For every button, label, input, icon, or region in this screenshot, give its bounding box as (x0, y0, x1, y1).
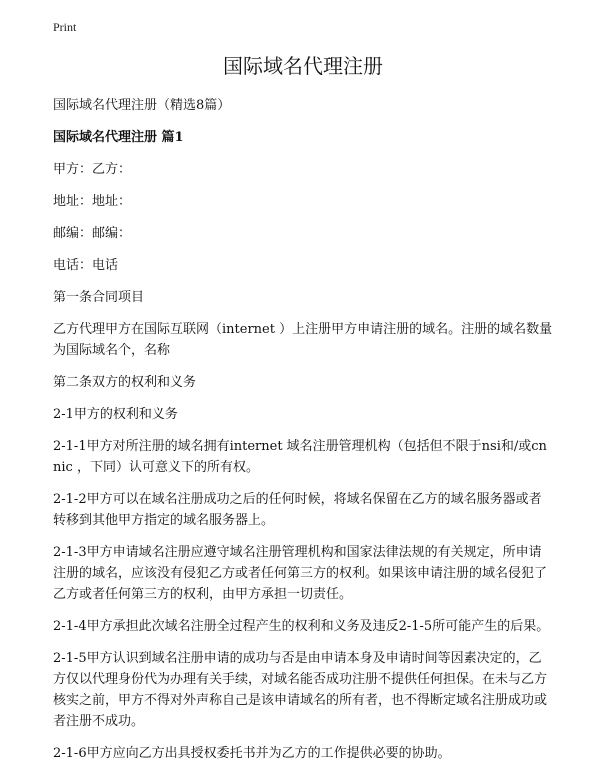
party-postcodes: 邮编：邮编： (53, 226, 132, 241)
article-1-heading: 第一条合同项目 (53, 290, 145, 305)
party-addresses: 地址：地址： (53, 194, 132, 209)
document-title: 国际域名代理注册 (223, 54, 383, 78)
article-1-text: 乙方代理甲方在国际互联网（internet ）上注册甲方申请注册的域名。注册的域名数量为国际域名个，名称 (53, 322, 553, 358)
section-heading: 国际域名代理注册 篇1 (53, 130, 184, 145)
print-label: Print (53, 20, 77, 34)
article-2-heading: 第二条双方的权利和义务 (53, 375, 197, 390)
clause-2-1-6: 2-1-6甲方应向乙方出具授权委托书并为乙方的工作提供必要的协助。 (53, 746, 451, 761)
document-body (53, 52, 553, 775)
clause-2-1-heading: 2-1甲方的权利和义务 (53, 407, 178, 422)
clause-2-1-4: 2-1-4甲方承担此次域名注册全过程产生的权利和义务及违反2-1-5所可能产生的后果。 (53, 619, 550, 634)
clause-2-1-2: 2-1-2甲方可以在域名注册成功之后的任何时候，将域名保留在乙方的域名服务器或者转移到其他甲方指定的域名服务器上。 (53, 492, 542, 528)
document-subtitle: 国际域名代理注册（精选8篇） (53, 98, 231, 113)
party-names: 甲方：乙方： (53, 162, 132, 177)
clause-2-1-5: 2-1-5甲方认识到域名注册申请的成功与否是由申请本身及申请时间等因素决定的，乙方仅以代理身份代为办理有关手续，对域名能否成功注册不提供任何担保。在未与乙方核实之前，甲方不得对外声称自己是该申请域名的所有者，也不得断定域名注册成功或者注册不成功。 (53, 651, 548, 729)
clause-2-1-3: 2-1-3甲方申请域名注册应遵守域名注册管理机构和国家法律法规的有关规定，所申请注册的域名，应该没有侵犯乙方或者任何第三方的权利。如果该申请注册的域名侵犯了乙方或者任何第三方的权利，由甲方承担一切责任。 (53, 545, 548, 602)
party-phones: 电话：电话 (53, 258, 119, 273)
clause-2-1-1: 2-1-1甲方对所注册的域名拥有internet 域名注册管理机构（包括但不限于nsi和/或cnnic ，下同）认可意义下的所有权。 (53, 439, 547, 475)
